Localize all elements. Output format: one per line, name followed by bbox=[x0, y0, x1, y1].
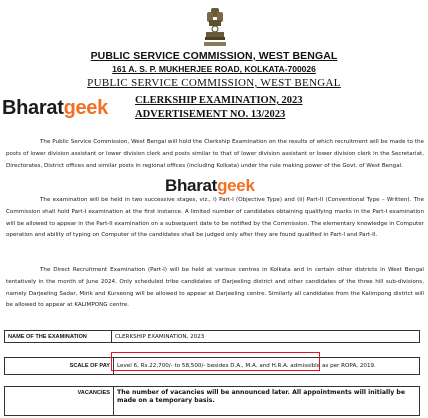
vacancies-value: The number of vacancies will be announced later. All appointments will initially be made on a temporary basis. bbox=[114, 387, 420, 416]
intro-paragraph: The Public Service Commission, West Bengal will hold the Clerkship Examination on the results of which recruitment will be made to the posts of lower division assistant or lower division clerk and posts similar to that of lower division assistant or lower division clerk in the Secretariat, Directorates, District offices and similar posts in regional offices (including Kolkata) under the rule making power of the Govt. of West Bengal. bbox=[6, 139, 424, 169]
commission-address: 161 A. S. P. MUKHERJEE ROAD, KOLKATA-700026 bbox=[112, 64, 316, 74]
exam-name-label: NAME OF THE EXAMINATION bbox=[5, 331, 112, 343]
bharatgeek-watermark: Bharatgeek bbox=[165, 176, 255, 195]
table-row bbox=[5, 331, 420, 343]
vacancies-label: VACANCIES bbox=[5, 387, 114, 416]
bharatgeek-logo: Bharatgeek bbox=[2, 97, 108, 119]
exam-centres-paragraph: The Direct Recruitment Examination (Part-I) will be held at various centres in Kolkata and in certain other districts in West Bengal tentatively in the month of June 2024. Only scheduled tribe candidates of Darjeeling district and other candidates of the three hill sub-divisions, namely Darjeeling Sadar, Mirik and Kurseong will be allowed to appear at Darjeeling centre. Similarly all candidates from the Kalimpong district will be allowed to appear at KALIMPONG centre. bbox=[6, 267, 424, 309]
table-row bbox=[5, 387, 420, 416]
state-emblem-icon bbox=[202, 6, 228, 48]
scale-of-pay-label: SCALE OF PAY bbox=[5, 358, 114, 375]
exam-name-table bbox=[4, 330, 420, 343]
pay-highlight-box bbox=[111, 352, 320, 371]
advertisement-number: ADVERTISEMENT NO. 13/2023 bbox=[135, 109, 286, 120]
commission-title: PUBLIC SERVICE COMMISSION, WEST BENGAL bbox=[90, 50, 338, 62]
scale-of-pay-value: Level 6, Rs.22,700/- to 58,500/- besides D.A., M.A. and H.R.A. admissible as per ROPA, 2019. bbox=[114, 358, 420, 375]
exam-stages-paragraph: The examination will be held in two successive stages, viz., i) Part-I (Objective Type) and (ii) Part-II (Conventional Type – Written). The Commission shall hold Part-I examination at the first instance. A limited number of candidates obtaining qualifying marks in the Part-I examination will be allowed to appear in the Part-II examination on a subsequent date to be notified by the Commission. The elementary knowledge in Computer operation and ability of typing on Computer of the candidates shall be judged only after they are found qualified in Part-I and Part-II. bbox=[6, 197, 424, 239]
exam-title: CLERKSHIP EXAMINATION, 2023 bbox=[135, 95, 303, 106]
vacancies-table bbox=[4, 386, 420, 416]
exam-name-value: CLERKSHIP EXAMINATION, 2023 bbox=[112, 331, 420, 343]
commission-title-secondary: PUBLIC SERVICE COMMISSION, WEST BENGAL bbox=[87, 77, 341, 89]
